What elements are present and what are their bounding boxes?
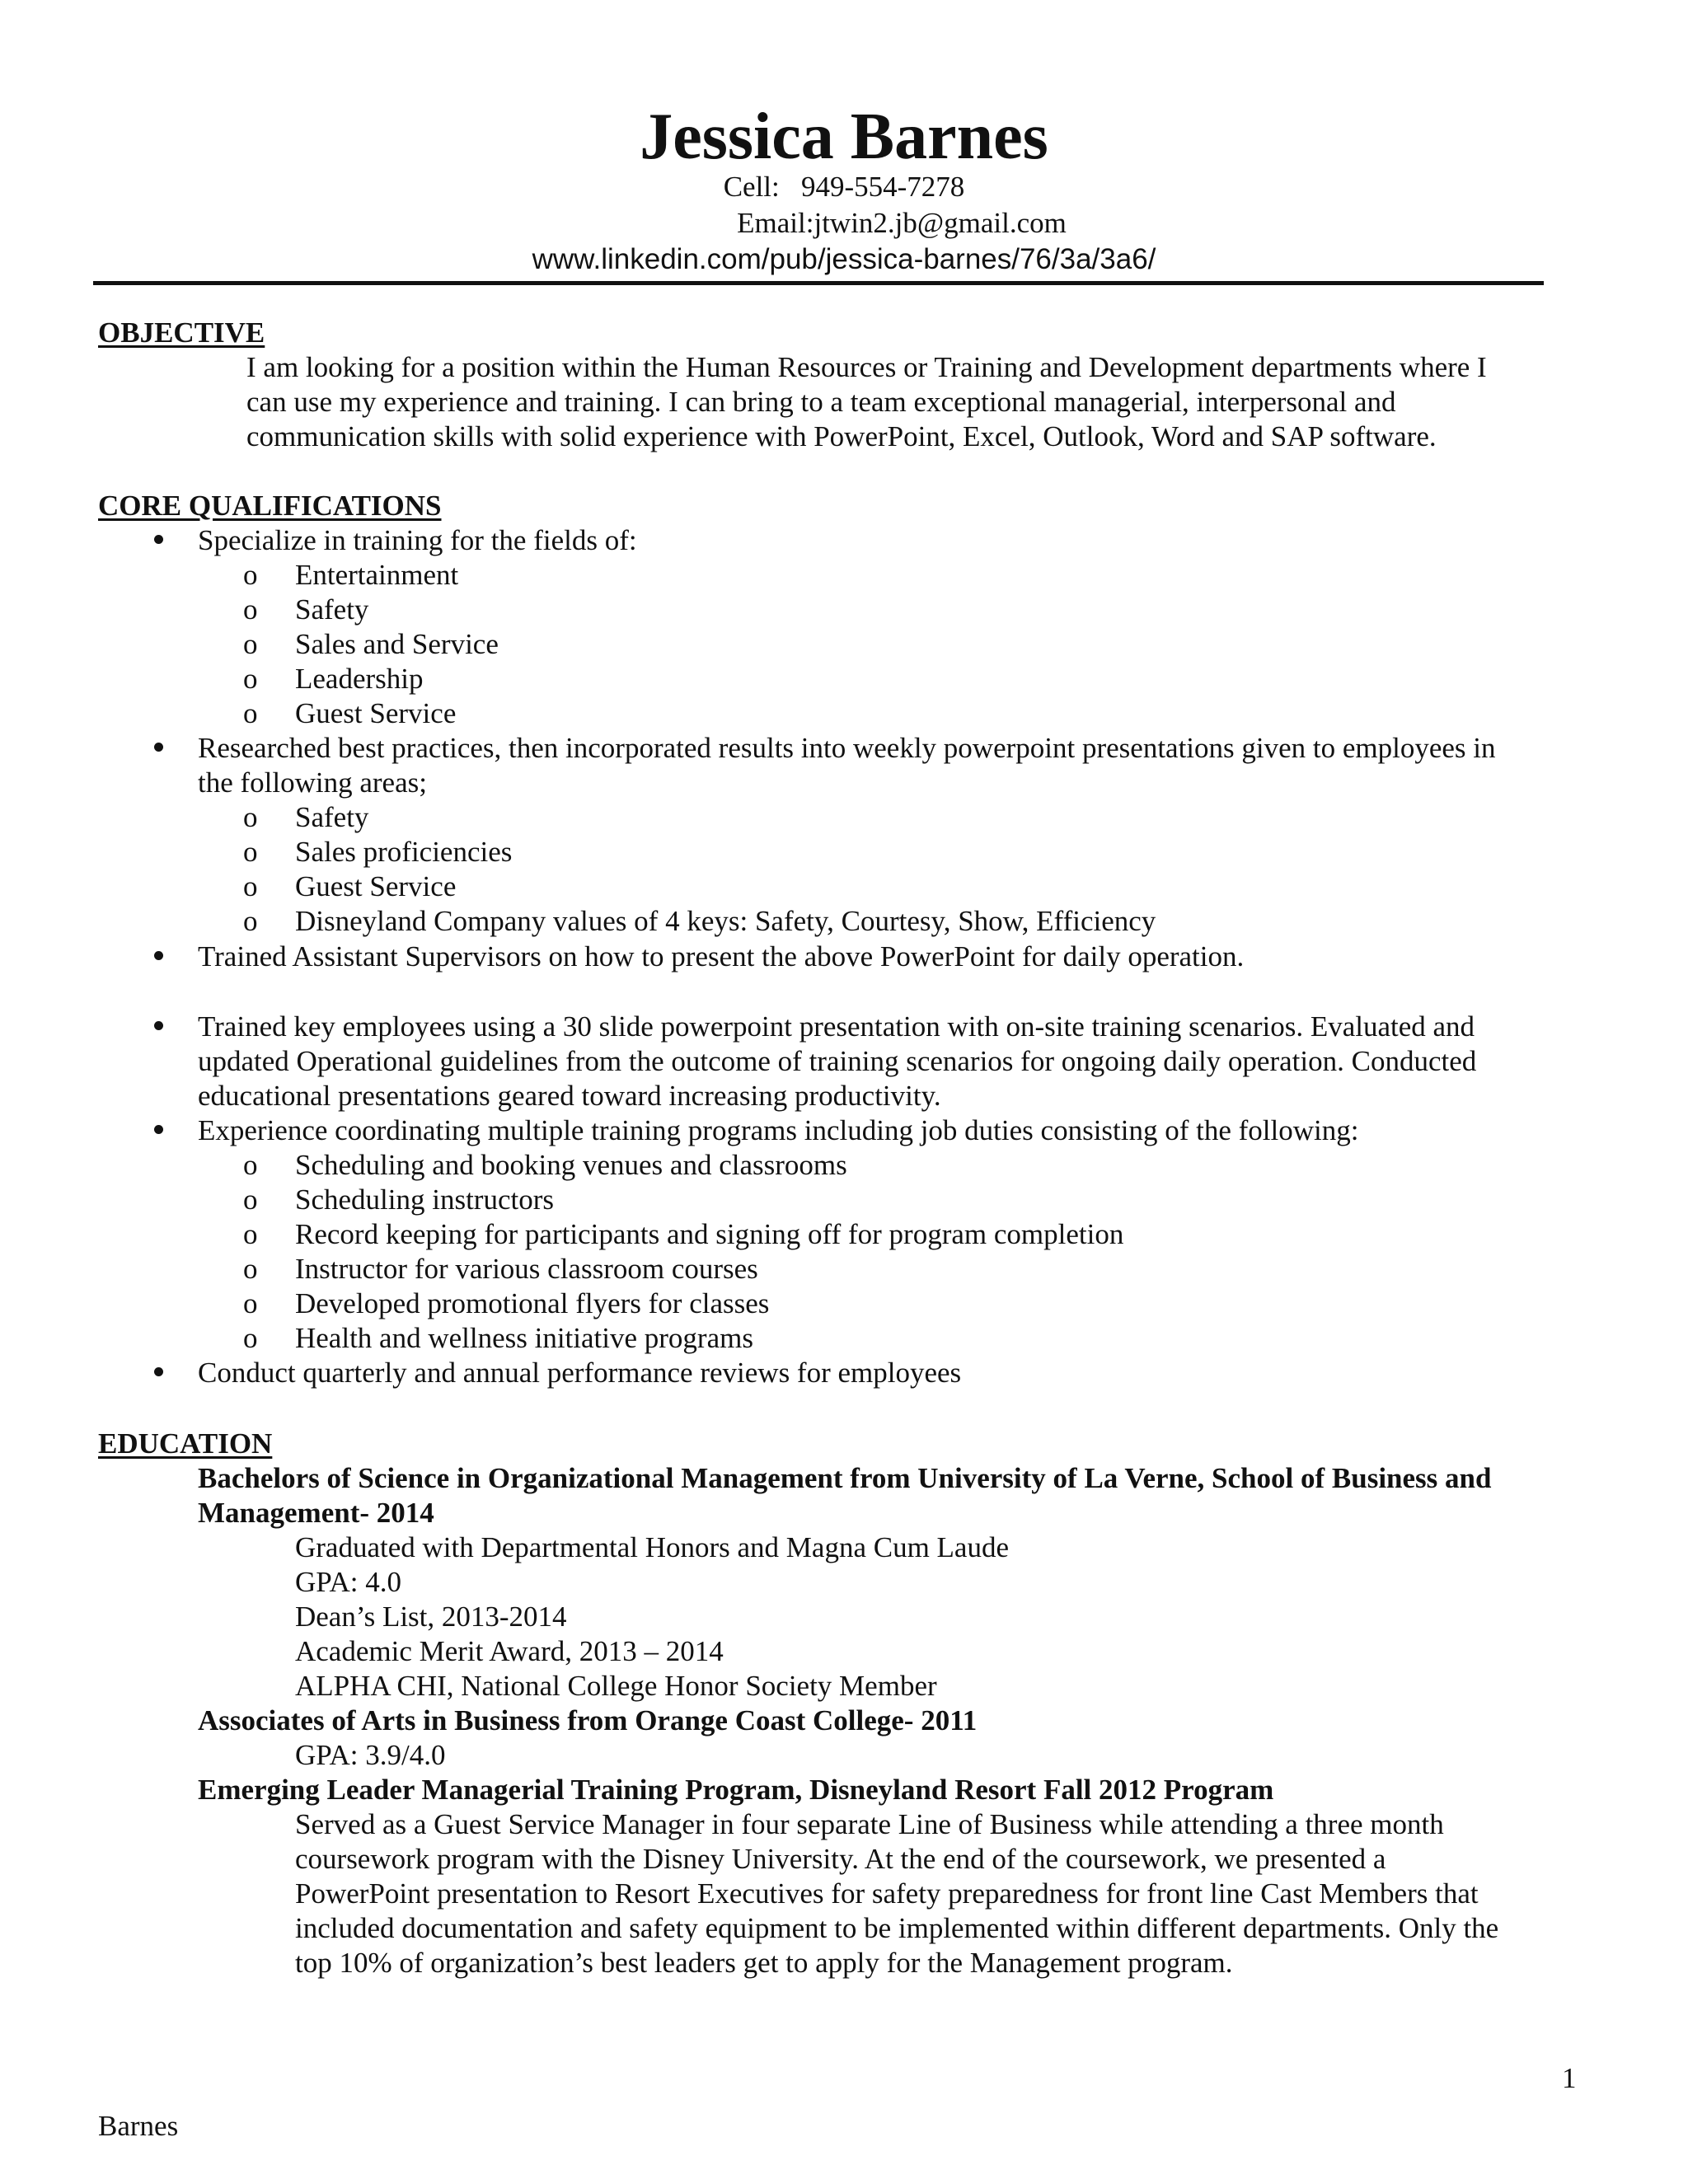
coordinating-duty-item: Record keeping for participants and signing off for program completion [295, 1218, 1124, 1250]
cell-phone: Cell: 949-554-7278 [723, 171, 965, 203]
sub-bullet-marker: o [243, 801, 258, 833]
research-area-item: Disneyland Company values of 4 keys: Safety, Courtesy, Show, Efficiency [295, 905, 1156, 937]
sub-bullet-marker: o [243, 1149, 258, 1181]
bachelors-detail: Dean’s List, 2013-2014 [295, 1601, 567, 1633]
specialize-item: Entertainment [295, 559, 459, 591]
associates-detail: GPA: 3.9/4.0 [295, 1739, 446, 1771]
degree-bachelors-cont: Management- 2014 [198, 1497, 434, 1529]
coordinating-duty-item: Developed promotional flyers for classes [295, 1287, 770, 1319]
bachelors-detail: Academic Merit Award, 2013 – 2014 [295, 1635, 724, 1667]
linkedin-url: www.linkedin.com/pub/jessica-barnes/76/3a/3a6/ [532, 243, 1156, 275]
core-bullet-trained-employees-cont: educational presentations geared toward increasing productivity. [198, 1080, 941, 1112]
specialize-item: Leadership [295, 663, 424, 695]
core-bullet-specialize: Specialize in training for the fields of: [198, 524, 637, 556]
specialize-item: Guest Service [295, 697, 457, 729]
email-address: Email:jtwin2.jb@gmail.com [737, 207, 1067, 239]
core-bullet-researched-cont: the following areas; [198, 766, 427, 799]
sub-bullet-marker: o [243, 870, 258, 902]
bachelors-detail: ALPHA CHI, National College Honor Society Member [295, 1670, 937, 1702]
sub-bullet-marker: o [243, 628, 258, 660]
coordinating-duty-item: Health and wellness initiative programs [295, 1322, 753, 1354]
degree-associates: Associates of Arts in Business from Orange Coast College- 2011 [198, 1704, 978, 1736]
program-description-line: PowerPoint presentation to Resort Executives for safety preparedness for front line Cast Members that [295, 1877, 1479, 1910]
research-area-item: Sales proficiencies [295, 836, 513, 868]
coordinating-duty-item: Scheduling instructors [295, 1183, 554, 1216]
sub-bullet-marker: o [243, 1253, 258, 1285]
bullet-marker [151, 1122, 167, 1138]
sub-bullet-marker: o [243, 1322, 258, 1354]
core-bullet-reviews: Conduct quarterly and annual performance reviews for employees [198, 1357, 962, 1389]
bullet-marker [151, 948, 167, 964]
core-qualifications-heading: CORE QUALIFICATIONS [98, 490, 442, 522]
specialize-item: Safety [295, 593, 369, 626]
program-description-line: Served as a Guest Service Manager in four separate Line of Business while attending a three month [295, 1808, 1444, 1840]
bullet-marker [151, 532, 167, 548]
program-emerging-leader: Emerging Leader Managerial Training Program, Disneyland Resort Fall 2012 Program [198, 1774, 1274, 1806]
objective-line-2: can use my experience and training. I can bring to a team exceptional managerial, interpersonal and [246, 386, 1396, 418]
objective-line-3: communication skills with solid experience with PowerPoint, Excel, Outlook, Word and SAP software. [246, 420, 1437, 452]
education-heading: EDUCATION [98, 1427, 273, 1460]
sub-bullet-marker: o [243, 905, 258, 937]
objective-heading: OBJECTIVE [98, 316, 265, 349]
sub-bullet-marker: o [243, 697, 258, 729]
specialize-item: Sales and Service [295, 628, 499, 660]
header-divider [93, 281, 1544, 285]
program-description-line: included documentation and safety equipment to be implemented within different departments. Only the [295, 1912, 1499, 1944]
sub-bullet-marker: o [243, 593, 258, 626]
core-bullet-trained-employees-cont: updated Operational guidelines from the outcome of training scenarios for ongoing daily operation. Conducted [198, 1045, 1477, 1077]
research-area-item: Guest Service [295, 870, 457, 902]
bullet-marker [151, 1364, 167, 1380]
program-description-line: coursework program with the Disney University. At the end of the coursework, we presented a [295, 1843, 1386, 1875]
core-bullet-researched: Researched best practices, then incorporated results into weekly powerpoint presentations given to employees in [198, 732, 1496, 764]
core-bullet-coordinating: Experience coordinating multiple training programs including job duties consisting of the following: [198, 1114, 1359, 1146]
bachelors-detail: Graduated with Departmental Honors and Magna Cum Laude [295, 1531, 1009, 1563]
candidate-name: Jessica Barnes [640, 101, 1048, 173]
footer-name: Barnes [98, 2110, 179, 2142]
bullet-marker [151, 739, 167, 756]
sub-bullet-marker: o [243, 1183, 258, 1216]
objective-line-1: I am looking for a position within the Human Resources or Training and Development departments where I [246, 351, 1487, 383]
bullet-marker [151, 1018, 167, 1034]
coordinating-duty-item: Instructor for various classroom courses [295, 1253, 758, 1285]
page-number: 1 [1562, 2062, 1577, 2094]
bachelors-detail: GPA: 4.0 [295, 1566, 402, 1598]
sub-bullet-marker: o [243, 559, 258, 591]
core-bullet-trained-employees: Trained key employees using a 30 slide powerpoint presentation with on-site training scenarios. Evaluated and [198, 1010, 1475, 1043]
sub-bullet-marker: o [243, 1218, 258, 1250]
sub-bullet-marker: o [243, 663, 258, 695]
program-description-line: top 10% of organization’s best leaders get to apply for the Management program. [295, 1947, 1233, 1979]
sub-bullet-marker: o [243, 1287, 258, 1319]
degree-bachelors: Bachelors of Science in Organizational Management from University of La Verne, School of Business and [198, 1462, 1492, 1494]
coordinating-duty-item: Scheduling and booking venues and classrooms [295, 1149, 847, 1181]
research-area-item: Safety [295, 801, 369, 833]
core-bullet-trained-supervisors: Trained Assistant Supervisors on how to present the above PowerPoint for daily operation. [198, 940, 1245, 972]
sub-bullet-marker: o [243, 836, 258, 868]
